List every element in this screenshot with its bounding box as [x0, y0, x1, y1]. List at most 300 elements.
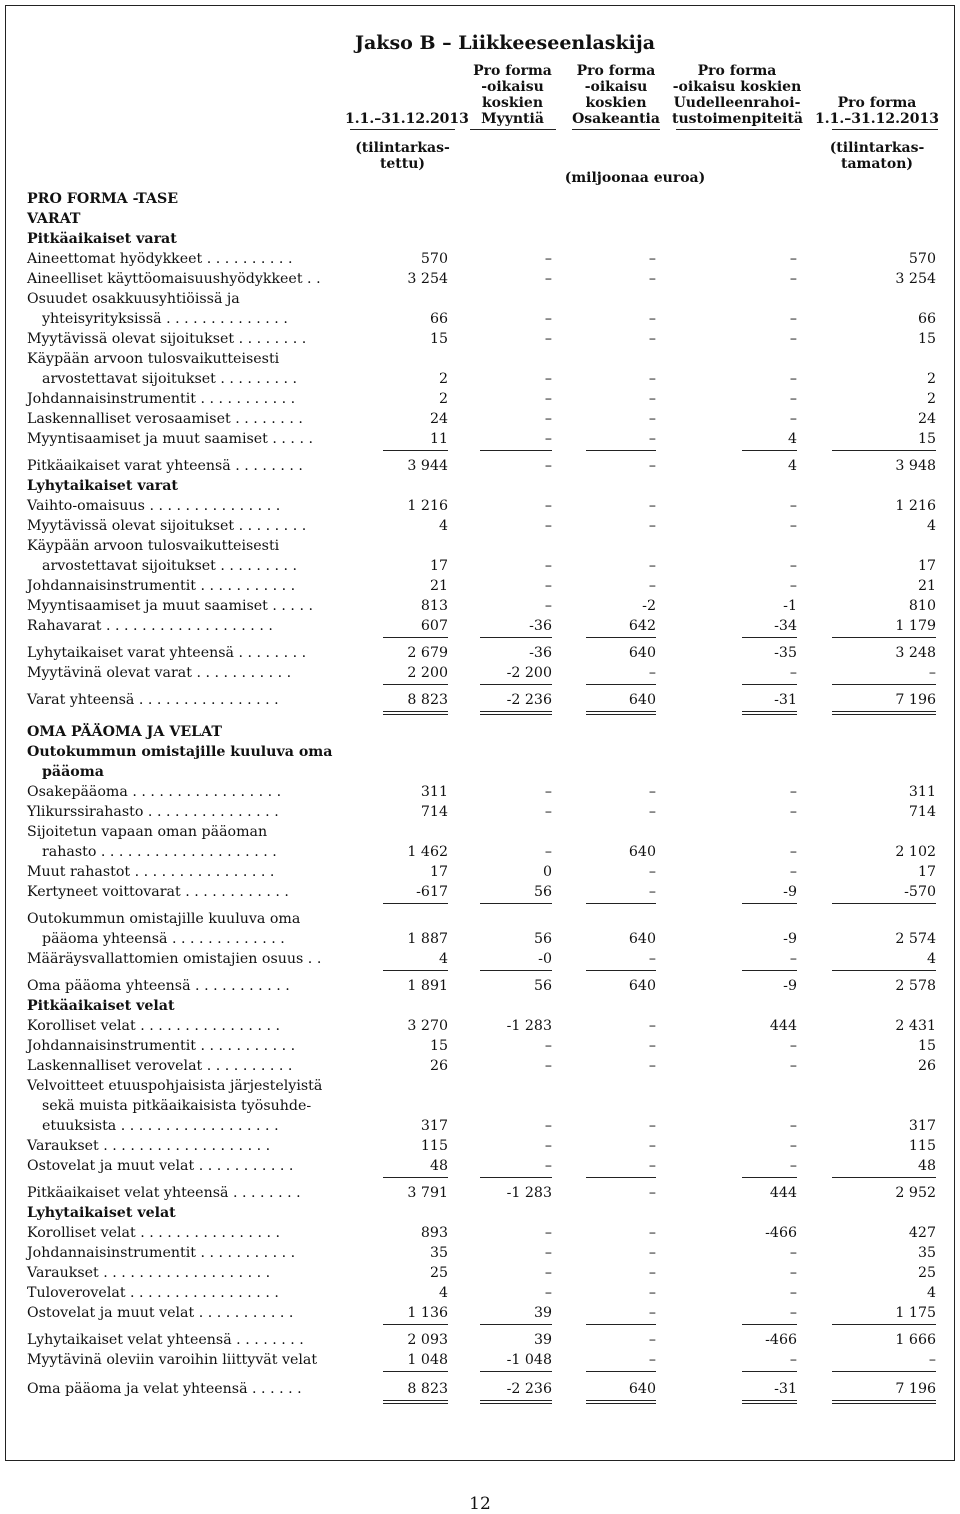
cell-value: 642: [628, 618, 656, 634]
total-rule: [480, 637, 552, 638]
cell-value: 17: [429, 558, 448, 574]
cell-value: –: [789, 951, 797, 967]
cell-value: –: [648, 311, 656, 327]
row-label: Aineelliset käyttöomaisuushyödykkeet . .: [27, 271, 321, 287]
column-subheader-5: [812, 140, 942, 172]
cell-value: –: [648, 458, 656, 474]
cell-value: 15: [917, 1038, 936, 1054]
table-row: [0, 643, 960, 663]
total-rule: [383, 450, 448, 451]
cell-value: –: [544, 598, 552, 614]
cell-value: –: [648, 411, 656, 427]
cell-value: 15: [917, 331, 936, 347]
cell-value: 35: [917, 1245, 936, 1261]
total-rule: [742, 684, 797, 685]
cell-value: –: [648, 1245, 656, 1261]
header-underline: [832, 129, 938, 130]
table-row: [0, 289, 960, 309]
section-title: Jakso B – Liikkeeseenlaskija: [355, 32, 656, 54]
cell-value: 26: [429, 1058, 448, 1074]
cell-value: 25: [917, 1265, 936, 1281]
row-label: Muut rahastot . . . . . . . . . . . . . . . .: [27, 864, 275, 880]
total-rule: [586, 1371, 656, 1372]
total-rule: [832, 1324, 936, 1325]
cell-value: 48: [429, 1158, 448, 1174]
cell-value: 4: [438, 1285, 448, 1301]
cell-value: –: [648, 1265, 656, 1281]
cell-value: –: [544, 431, 552, 447]
header-underline: [350, 129, 455, 130]
cell-value: –: [789, 391, 797, 407]
header-line: Pro forma: [697, 63, 777, 79]
cell-value: 1 216: [895, 498, 936, 514]
total-rule: [480, 903, 552, 904]
table-row: [0, 329, 960, 349]
total-rule: [742, 637, 797, 638]
cell-value: -1: [783, 598, 797, 614]
cell-value: –: [648, 371, 656, 387]
header-line: (tilintarkas-: [829, 140, 925, 156]
row-label: Outokummun omistajille kuuluva oma: [27, 911, 301, 927]
row-label: etuuksista . . . . . . . . . . . . . . . . . .: [42, 1118, 279, 1134]
cell-value: –: [789, 271, 797, 287]
cell-value: –: [648, 1138, 656, 1154]
row-label: pääoma yhteensä . . . . . . . . . . . . .: [42, 931, 285, 947]
cell-value: -570: [904, 884, 936, 900]
cell-value: -2 236: [506, 1381, 552, 1397]
table-row: [0, 616, 960, 636]
cell-value: –: [648, 1185, 656, 1201]
cell-value: 2 679: [407, 645, 448, 661]
cell-value: –: [648, 804, 656, 820]
total-rule: [742, 1371, 797, 1372]
total-rule: [742, 714, 797, 715]
row-label: Määräysvallattomien omistajien osuus . .: [27, 951, 322, 967]
total-rule: [832, 450, 936, 451]
cell-value: 17: [917, 864, 936, 880]
cell-value: 607: [420, 618, 448, 634]
cell-value: -36: [529, 645, 552, 661]
table-row: [0, 309, 960, 329]
cell-value: –: [789, 1265, 797, 1281]
row-label: rahasto . . . . . . . . . . . . . . . . . . . .: [42, 844, 277, 860]
cell-value: –: [789, 844, 797, 860]
cell-value: 1 216: [407, 498, 448, 514]
cell-value: 2: [926, 371, 936, 387]
cell-value: 311: [420, 784, 448, 800]
total-rule: [586, 1324, 656, 1325]
cell-value: –: [648, 331, 656, 347]
row-label: Lyhytaikaiset varat yhteensä . . . . . . . .: [27, 645, 307, 661]
table-row: [0, 822, 960, 842]
table-row: [0, 1136, 960, 1156]
cell-value: –: [789, 1305, 797, 1321]
cell-value: –: [789, 578, 797, 594]
row-label: Varat yhteensä . . . . . . . . . . . . . . . .: [27, 692, 279, 708]
total-rule: [742, 1177, 797, 1178]
table-row: [0, 929, 960, 949]
table-row: [0, 1076, 960, 1096]
total-rule: [832, 1400, 936, 1401]
cell-value: 1 175: [895, 1305, 936, 1321]
table-row: [0, 949, 960, 969]
total-rule: [742, 970, 797, 971]
table-row: [0, 1183, 960, 1203]
row-label: Pitkäaikaiset varat: [27, 231, 177, 247]
cell-value: –: [544, 1138, 552, 1154]
cell-value: 66: [917, 311, 936, 327]
table-row: [0, 476, 960, 496]
cell-value: –: [544, 458, 552, 474]
total-rule: [383, 714, 448, 715]
cell-value: –: [789, 498, 797, 514]
table-row: [0, 782, 960, 802]
row-label: Osuudet osakkuusyhtiöissä ja: [27, 291, 240, 307]
cell-value: –: [648, 518, 656, 534]
cell-value: -617: [416, 884, 448, 900]
cell-value: 1 891: [407, 978, 448, 994]
cell-value: -466: [765, 1225, 797, 1241]
row-label: Lyhytaikaiset varat: [27, 478, 178, 494]
header-underline: [676, 129, 800, 130]
total-rule: [586, 970, 656, 971]
cell-value: 893: [420, 1225, 448, 1241]
row-label: Pitkäaikaiset velat yhteensä . . . . . . . .: [27, 1185, 301, 1201]
row-label: Johdannaisinstrumentit . . . . . . . . . . .: [27, 578, 296, 594]
cell-value: 15: [429, 331, 448, 347]
cell-value: 570: [908, 251, 936, 267]
total-rule: [480, 450, 552, 451]
total-rule: [832, 711, 936, 712]
row-label: Korolliset velat . . . . . . . . . . . . . . . .: [27, 1018, 281, 1034]
cell-value: 427: [908, 1225, 936, 1241]
table-row: [0, 1203, 960, 1223]
cell-value: 640: [628, 645, 656, 661]
total-rule: [480, 1177, 552, 1178]
row-label: Myytävissä olevat sijoitukset . . . . . . . .: [27, 518, 307, 534]
total-rule: [742, 450, 797, 451]
row-label: Johdannaisinstrumentit . . . . . . . . . . .: [27, 1245, 296, 1261]
header-line: koskien: [481, 95, 544, 111]
row-label: Laskennalliset verosaamiset . . . . . . . .: [27, 411, 303, 427]
total-rule: [586, 1177, 656, 1178]
row-label: Osakepääoma . . . . . . . . . . . . . . . . .: [27, 784, 282, 800]
cell-value: –: [648, 558, 656, 574]
cell-value: –: [648, 1118, 656, 1134]
table-row: [0, 663, 960, 683]
cell-value: 640: [628, 978, 656, 994]
cell-value: 444: [769, 1018, 797, 1034]
table-row: [0, 229, 960, 249]
total-rule: [383, 903, 448, 904]
total-rule: [832, 714, 936, 715]
total-rule: [480, 711, 552, 712]
table-row: [0, 1303, 960, 1323]
page-number: 12: [469, 1494, 491, 1514]
cell-value: –: [544, 1118, 552, 1134]
table-row: [0, 742, 960, 762]
cell-value: 56: [533, 931, 552, 947]
cell-value: –: [928, 665, 936, 681]
cell-value: -36: [529, 618, 552, 634]
cell-value: 4: [926, 1285, 936, 1301]
cell-value: 26: [917, 1058, 936, 1074]
cell-value: 25: [429, 1265, 448, 1281]
cell-value: 2 431: [895, 1018, 936, 1034]
cell-value: –: [648, 578, 656, 594]
cell-value: 2 093: [407, 1332, 448, 1348]
table-row: [0, 1379, 960, 1399]
total-rule: [742, 711, 797, 712]
cell-value: 2 952: [895, 1185, 936, 1201]
column-header-1: [345, 111, 469, 127]
total-rule: [586, 637, 656, 638]
cell-value: –: [789, 311, 797, 327]
cell-value: 444: [769, 1185, 797, 1201]
cell-value: 39: [533, 1305, 552, 1321]
cell-value: 714: [908, 804, 936, 820]
cell-value: –: [544, 331, 552, 347]
cell-value: –: [789, 1118, 797, 1134]
total-rule: [586, 1403, 656, 1404]
cell-value: 317: [908, 1118, 936, 1134]
table-row: [0, 516, 960, 536]
header-line: 1.1.–31.12.2013: [345, 111, 469, 127]
cell-value: –: [789, 371, 797, 387]
cell-value: 7 196: [895, 692, 936, 708]
cell-value: –: [648, 498, 656, 514]
cell-value: 570: [420, 251, 448, 267]
cell-value: 56: [533, 978, 552, 994]
row-label: OMA PÄÄOMA JA VELAT: [27, 724, 222, 740]
cell-value: –: [544, 498, 552, 514]
cell-value: –: [648, 951, 656, 967]
cell-value: 813: [420, 598, 448, 614]
total-rule: [383, 684, 448, 685]
cell-value: –: [789, 1038, 797, 1054]
cell-value: 311: [908, 784, 936, 800]
table-row: [0, 1096, 960, 1116]
row-label: Velvoitteet etuuspohjaisista järjestelyistä: [27, 1078, 323, 1094]
cell-value: –: [544, 251, 552, 267]
row-label: Oma pääoma yhteensä . . . . . . . . . . .: [27, 978, 290, 994]
total-rule: [383, 1400, 448, 1401]
row-label: Rahavarat . . . . . . . . . . . . . . . . . . .: [27, 618, 273, 634]
total-rule: [383, 1324, 448, 1325]
row-label: Myytävinä oleviin varoihin liittyvät velat: [27, 1352, 318, 1368]
total-rule: [832, 1371, 936, 1372]
cell-value: –: [648, 1332, 656, 1348]
cell-value: 4: [438, 951, 448, 967]
cell-value: –: [544, 1225, 552, 1241]
total-rule: [383, 1177, 448, 1178]
header-line: tamaton): [840, 156, 914, 172]
table-row: [0, 409, 960, 429]
row-label: Käypään arvoon tulosvaikutteisesti: [27, 538, 280, 554]
total-rule: [383, 637, 448, 638]
table-row: [0, 862, 960, 882]
cell-value: –: [544, 804, 552, 820]
table-row: [0, 1330, 960, 1350]
cell-value: –: [648, 391, 656, 407]
cell-value: 2: [926, 391, 936, 407]
column-subheader-1: [345, 140, 460, 172]
cell-value: 7 196: [895, 1381, 936, 1397]
row-label: Outokummun omistajille kuuluva oma: [27, 744, 333, 760]
cell-value: –: [789, 518, 797, 534]
cell-value: 4: [926, 951, 936, 967]
cell-value: 21: [917, 578, 936, 594]
row-label: Tuloverovelat . . . . . . . . . . . . . . . . .: [27, 1285, 279, 1301]
row-label: VARAT: [27, 211, 81, 227]
table-row: [0, 882, 960, 902]
cell-value: –: [648, 1158, 656, 1174]
cell-value: -1 048: [506, 1352, 552, 1368]
cell-value: 640: [628, 692, 656, 708]
table-row: [0, 1350, 960, 1370]
row-label: sekä muista pitkäaikaisista työsuhde-: [42, 1098, 312, 1114]
cell-value: –: [648, 431, 656, 447]
cell-value: 3 270: [407, 1018, 448, 1034]
cell-value: 640: [628, 844, 656, 860]
header-line: koskien: [585, 95, 647, 111]
cell-value: 3 791: [407, 1185, 448, 1201]
cell-value: –: [648, 884, 656, 900]
total-rule: [383, 1403, 448, 1404]
cell-value: 1 666: [895, 1332, 936, 1348]
cell-value: 48: [917, 1158, 936, 1174]
row-label: PRO FORMA -TASE: [27, 191, 179, 207]
table-row: [0, 996, 960, 1016]
total-rule: [480, 714, 552, 715]
cell-value: –: [544, 371, 552, 387]
header-line: Myyntiä: [481, 111, 544, 127]
row-label: Ostovelat ja muut velat . . . . . . . . . . .: [27, 1305, 294, 1321]
table-row: [0, 429, 960, 449]
total-rule: [832, 637, 936, 638]
cell-value: 2 574: [895, 931, 936, 947]
row-label: Myyntisaamiset ja muut saamiset . . . . .: [27, 431, 313, 447]
total-rule: [383, 1371, 448, 1372]
header-line: Osakeantia: [572, 111, 660, 127]
cell-value: 15: [917, 431, 936, 447]
cell-value: 317: [420, 1118, 448, 1134]
cell-value: –: [648, 1058, 656, 1074]
total-rule: [480, 1400, 552, 1401]
row-label: Vaihto-omaisuus . . . . . . . . . . . . . . .: [27, 498, 281, 514]
total-rule: [742, 903, 797, 904]
cell-value: 1 887: [407, 931, 448, 947]
header-line: 1.1.–31.12.2013: [815, 111, 939, 127]
cell-value: 115: [420, 1138, 448, 1154]
total-rule: [832, 684, 936, 685]
column-header-2: [465, 63, 560, 127]
cell-value: 4: [787, 431, 797, 447]
header-line: Pro forma: [473, 63, 552, 79]
table-row: [0, 690, 960, 710]
row-label: Myytävinä olevat varat . . . . . . . . . . .: [27, 665, 292, 681]
row-label: arvostettavat sijoitukset . . . . . . . . .: [42, 371, 298, 387]
table-row: [0, 1223, 960, 1243]
cell-value: 714: [420, 804, 448, 820]
cell-value: 4: [438, 518, 448, 534]
cell-value: 1 048: [407, 1352, 448, 1368]
cell-value: –: [928, 1352, 936, 1368]
cell-value: –: [648, 271, 656, 287]
cell-value: 17: [429, 864, 448, 880]
table-row: [0, 556, 960, 576]
header-line: -oikaisu: [481, 79, 544, 95]
total-rule: [832, 970, 936, 971]
cell-value: –: [648, 1018, 656, 1034]
cell-value: 15: [429, 1038, 448, 1054]
cell-value: –: [544, 1285, 552, 1301]
table-row: [0, 349, 960, 369]
cell-value: 3 254: [407, 271, 448, 287]
row-label: Kertyneet voittovarat . . . . . . . . . . . .: [27, 884, 289, 900]
table-row: [0, 369, 960, 389]
column-header-4: [672, 63, 802, 127]
row-label: pääoma: [42, 764, 104, 780]
cell-value: 640: [628, 1381, 656, 1397]
row-label: Ylikurssirahasto . . . . . . . . . . . . . . .: [27, 804, 279, 820]
cell-value: 810: [908, 598, 936, 614]
table-row: [0, 576, 960, 596]
cell-value: 2 578: [895, 978, 936, 994]
table-row: [0, 762, 960, 782]
table-row: [0, 389, 960, 409]
header-line: -oikaisu: [584, 79, 648, 95]
row-label: Myyntisaamiset ja muut saamiset . . . . .: [27, 598, 313, 614]
cell-value: –: [544, 784, 552, 800]
cell-value: –: [789, 804, 797, 820]
cell-value: 1 462: [407, 844, 448, 860]
cell-value: –: [648, 1305, 656, 1321]
header-line: -oikaisu koskien: [672, 79, 802, 95]
total-rule: [586, 684, 656, 685]
row-label: arvostettavat sijoitukset . . . . . . . . .: [42, 558, 298, 574]
cell-value: 24: [917, 411, 936, 427]
cell-value: –: [789, 1058, 797, 1074]
total-rule: [832, 1403, 936, 1404]
cell-value: -1 283: [506, 1018, 552, 1034]
row-label: Lyhytaikaiset velat yhteensä . . . . . . . .: [27, 1332, 304, 1348]
cell-value: 4: [787, 458, 797, 474]
total-rule: [832, 903, 936, 904]
row-label: Laskennalliset verovelat . . . . . . . . . .: [27, 1058, 293, 1074]
table-row: [0, 722, 960, 742]
cell-value: –: [648, 251, 656, 267]
table-row: [0, 842, 960, 862]
row-label: Pitkäaikaiset varat yhteensä . . . . . . . .: [27, 458, 303, 474]
cell-value: -35: [774, 645, 797, 661]
cell-value: -31: [774, 1381, 797, 1397]
cell-value: –: [648, 665, 656, 681]
header-line: tustoimenpiteitä: [672, 111, 803, 127]
total-rule: [480, 1324, 552, 1325]
cell-value: –: [544, 578, 552, 594]
table-row: [0, 1243, 960, 1263]
total-rule: [586, 903, 656, 904]
table-row: [0, 1056, 960, 1076]
cell-value: –: [544, 1158, 552, 1174]
total-rule: [480, 1371, 552, 1372]
cell-value: 115: [908, 1138, 936, 1154]
row-label: Johdannaisinstrumentit . . . . . . . . . . .: [27, 1038, 296, 1054]
cell-value: –: [544, 411, 552, 427]
cell-value: 3 944: [407, 458, 448, 474]
cell-value: 24: [429, 411, 448, 427]
